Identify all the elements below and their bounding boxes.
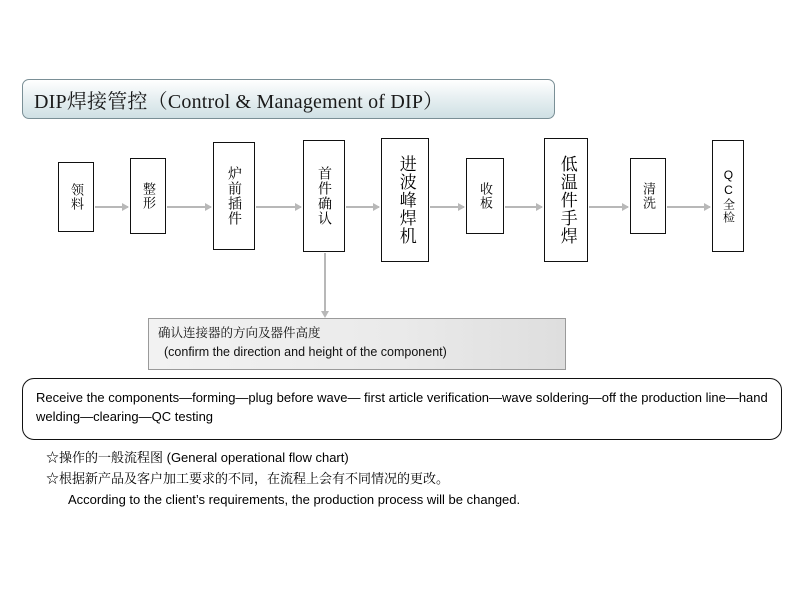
flow-step-6-label: 收板 bbox=[478, 182, 494, 210]
flow-step-9-label: QC全检 bbox=[721, 168, 736, 224]
flow-step-1 bbox=[58, 162, 94, 232]
flow-arrow-1 bbox=[95, 206, 128, 208]
summary-box bbox=[22, 378, 782, 440]
flow-step-4-label: 首件确认 bbox=[317, 166, 334, 226]
page-title: DIP焊接管控（Control & Management of DIP） bbox=[34, 90, 444, 113]
flow-step-6 bbox=[466, 158, 504, 234]
flow-arrow-2 bbox=[167, 206, 211, 208]
flow-step-1-label: 领料 bbox=[69, 183, 85, 211]
callout-connector-arrow bbox=[324, 253, 326, 311]
flow-step-9 bbox=[712, 140, 744, 252]
flow-step-4 bbox=[303, 140, 345, 252]
callout-note-line-1: 确认连接器的方向及器件高度 bbox=[158, 326, 321, 340]
flow-arrow-4 bbox=[346, 206, 379, 208]
footnote-3: According to the client’s requirements, the production process will be changed. bbox=[68, 492, 521, 508]
flow-arrow-7 bbox=[589, 206, 628, 208]
flow-step-8 bbox=[630, 158, 666, 234]
footnote-2: ☆根据新产品及客户加工要求的不同，在流程上会有不同情况的更改。 bbox=[46, 471, 450, 487]
flow-step-5 bbox=[381, 138, 429, 262]
flow-step-3-label: 炉前插件 bbox=[227, 166, 244, 226]
flow-arrow-5 bbox=[430, 206, 464, 208]
flow-step-7-label: 低温件手焊 bbox=[557, 155, 577, 245]
flow-step-7 bbox=[544, 138, 588, 262]
flow-step-8-label: 清洗 bbox=[641, 182, 657, 210]
slide-title-bar bbox=[22, 79, 555, 119]
callout-note bbox=[148, 318, 566, 370]
flow-arrow-3 bbox=[256, 206, 301, 208]
footnotes bbox=[46, 447, 776, 510]
flow-arrow-8 bbox=[667, 206, 710, 208]
flow-step-3 bbox=[213, 142, 255, 250]
flow-arrow-6 bbox=[505, 206, 542, 208]
footnote-1: ☆操作的一般流程图 (General operational flow chart) bbox=[46, 450, 349, 465]
flow-step-2 bbox=[130, 158, 166, 234]
callout-note-line-2: (confirm the direction and height of the component) bbox=[164, 344, 447, 359]
flow-step-2-label: 整形 bbox=[141, 182, 157, 210]
flow-step-5-label: 进波峰焊机 bbox=[396, 155, 416, 245]
summary-text: Receive the components—forming—plug before wave— first article verification—wave soldering—off the production line—hand welding—clearing—QC testing bbox=[36, 390, 768, 424]
